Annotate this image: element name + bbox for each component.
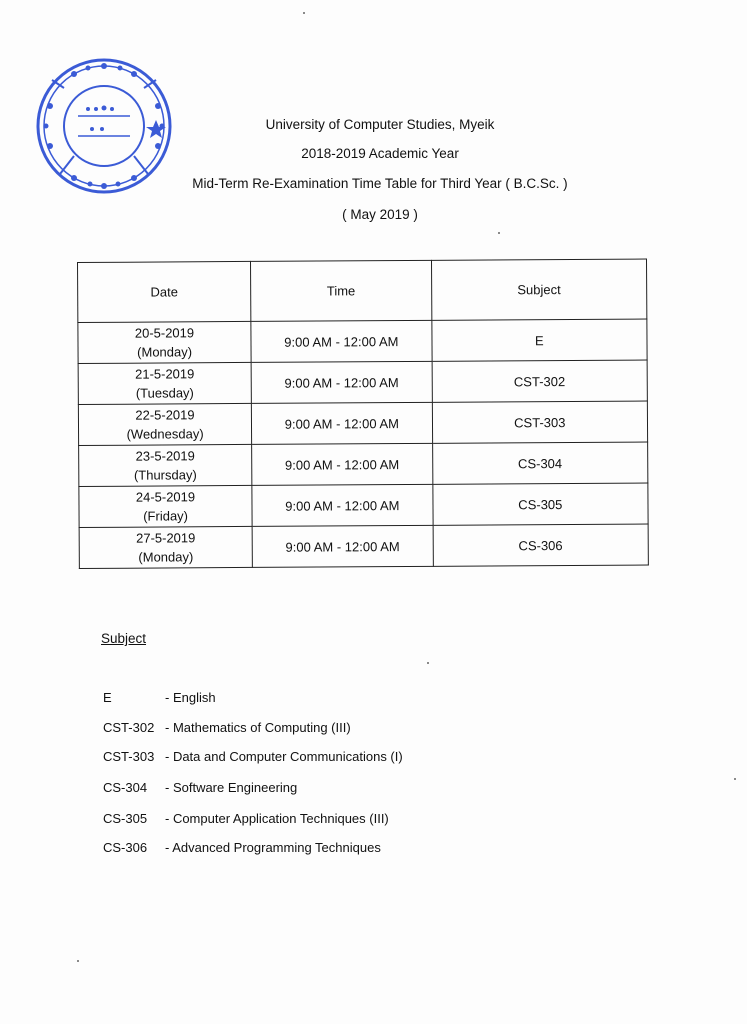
exam-date: 20-5-2019 [134, 325, 195, 341]
exam-day: (Tuesday) [135, 385, 194, 401]
legend-code: CST-302 [103, 720, 155, 735]
table-row [78, 360, 647, 404]
scan-speck [77, 960, 79, 962]
legend-description: - Mathematics of Computing (III) [165, 720, 351, 735]
subject-cell: CS-305 [433, 483, 649, 525]
date-cell [79, 444, 252, 486]
legend-description: - Advanced Programming Techniques [165, 840, 381, 855]
exam-period: ( May 2019 ) [342, 207, 418, 222]
legend-code: CST-303 [103, 749, 155, 764]
time-cell: 9:00 AM - 12:00 AM [252, 484, 433, 526]
column-header-date: Date [78, 261, 251, 322]
table-row [79, 442, 648, 486]
column-header-subject: Subject [431, 259, 647, 320]
exam-date: 22-5-2019 [135, 407, 195, 423]
subject-cell: CST-303 [432, 401, 648, 443]
table-row [79, 483, 648, 527]
subject-cell: CS-304 [432, 442, 648, 484]
time-cell: 9:00 AM - 12:00 AM [252, 525, 433, 567]
time-cell: 9:00 AM - 12:00 AM [251, 361, 432, 403]
legend-code: CS-306 [103, 840, 148, 855]
document-title: Mid-Term Re-Examination Time Table for Third Year ( B.C.Sc. ) [192, 176, 568, 191]
date-cell [79, 526, 252, 568]
legend-code: CS-305 [103, 811, 148, 826]
official-seal-icon [34, 56, 174, 196]
exam-day: (Monday) [138, 549, 194, 565]
exam-day: (Monday) [137, 344, 193, 360]
legend-title: Subject [101, 631, 147, 646]
table-header-row [78, 259, 647, 322]
scan-speck [498, 232, 500, 234]
university-name: University of Computer Studies, Myeik [265, 117, 495, 132]
exam-date: 27-5-2019 [136, 530, 196, 546]
legend-description: - Data and Computer Communications (I) [165, 749, 403, 764]
date-cell [78, 321, 251, 363]
exam-day: (Thursday) [133, 467, 197, 483]
scan-speck [303, 12, 305, 14]
date-cell [78, 362, 251, 404]
date-cell [79, 485, 252, 527]
academic-year: 2018-2019 Academic Year [301, 146, 459, 161]
legend-description: - Software Engineering [165, 780, 298, 795]
exam-date: 24-5-2019 [135, 489, 196, 505]
exam-timetable [77, 259, 649, 569]
legend-description: - English [165, 690, 216, 705]
legend-code: E [103, 690, 112, 705]
subject-cell: E [432, 319, 648, 361]
date-cell [78, 403, 251, 445]
time-cell: 9:00 AM - 12:00 AM [251, 320, 432, 362]
time-cell: 9:00 AM - 12:00 AM [251, 402, 432, 444]
table-row [79, 524, 648, 568]
legend-code: CS-304 [103, 780, 148, 795]
exam-date: 21-5-2019 [135, 366, 195, 382]
time-cell: 9:00 AM - 12:00 AM [252, 443, 433, 485]
subject-cell: CST-302 [432, 360, 648, 402]
scan-speck [734, 778, 736, 780]
exam-date: 23-5-2019 [135, 448, 195, 464]
scan-speck [427, 662, 429, 664]
column-header-time: Time [251, 260, 432, 321]
table-row [78, 319, 647, 363]
exam-day: (Friday) [143, 508, 189, 524]
subject-cell: CS-306 [433, 524, 649, 566]
exam-day: (Wednesday) [126, 426, 204, 442]
legend-description: - Computer Application Techniques (III) [165, 811, 389, 826]
table-row [78, 401, 647, 445]
